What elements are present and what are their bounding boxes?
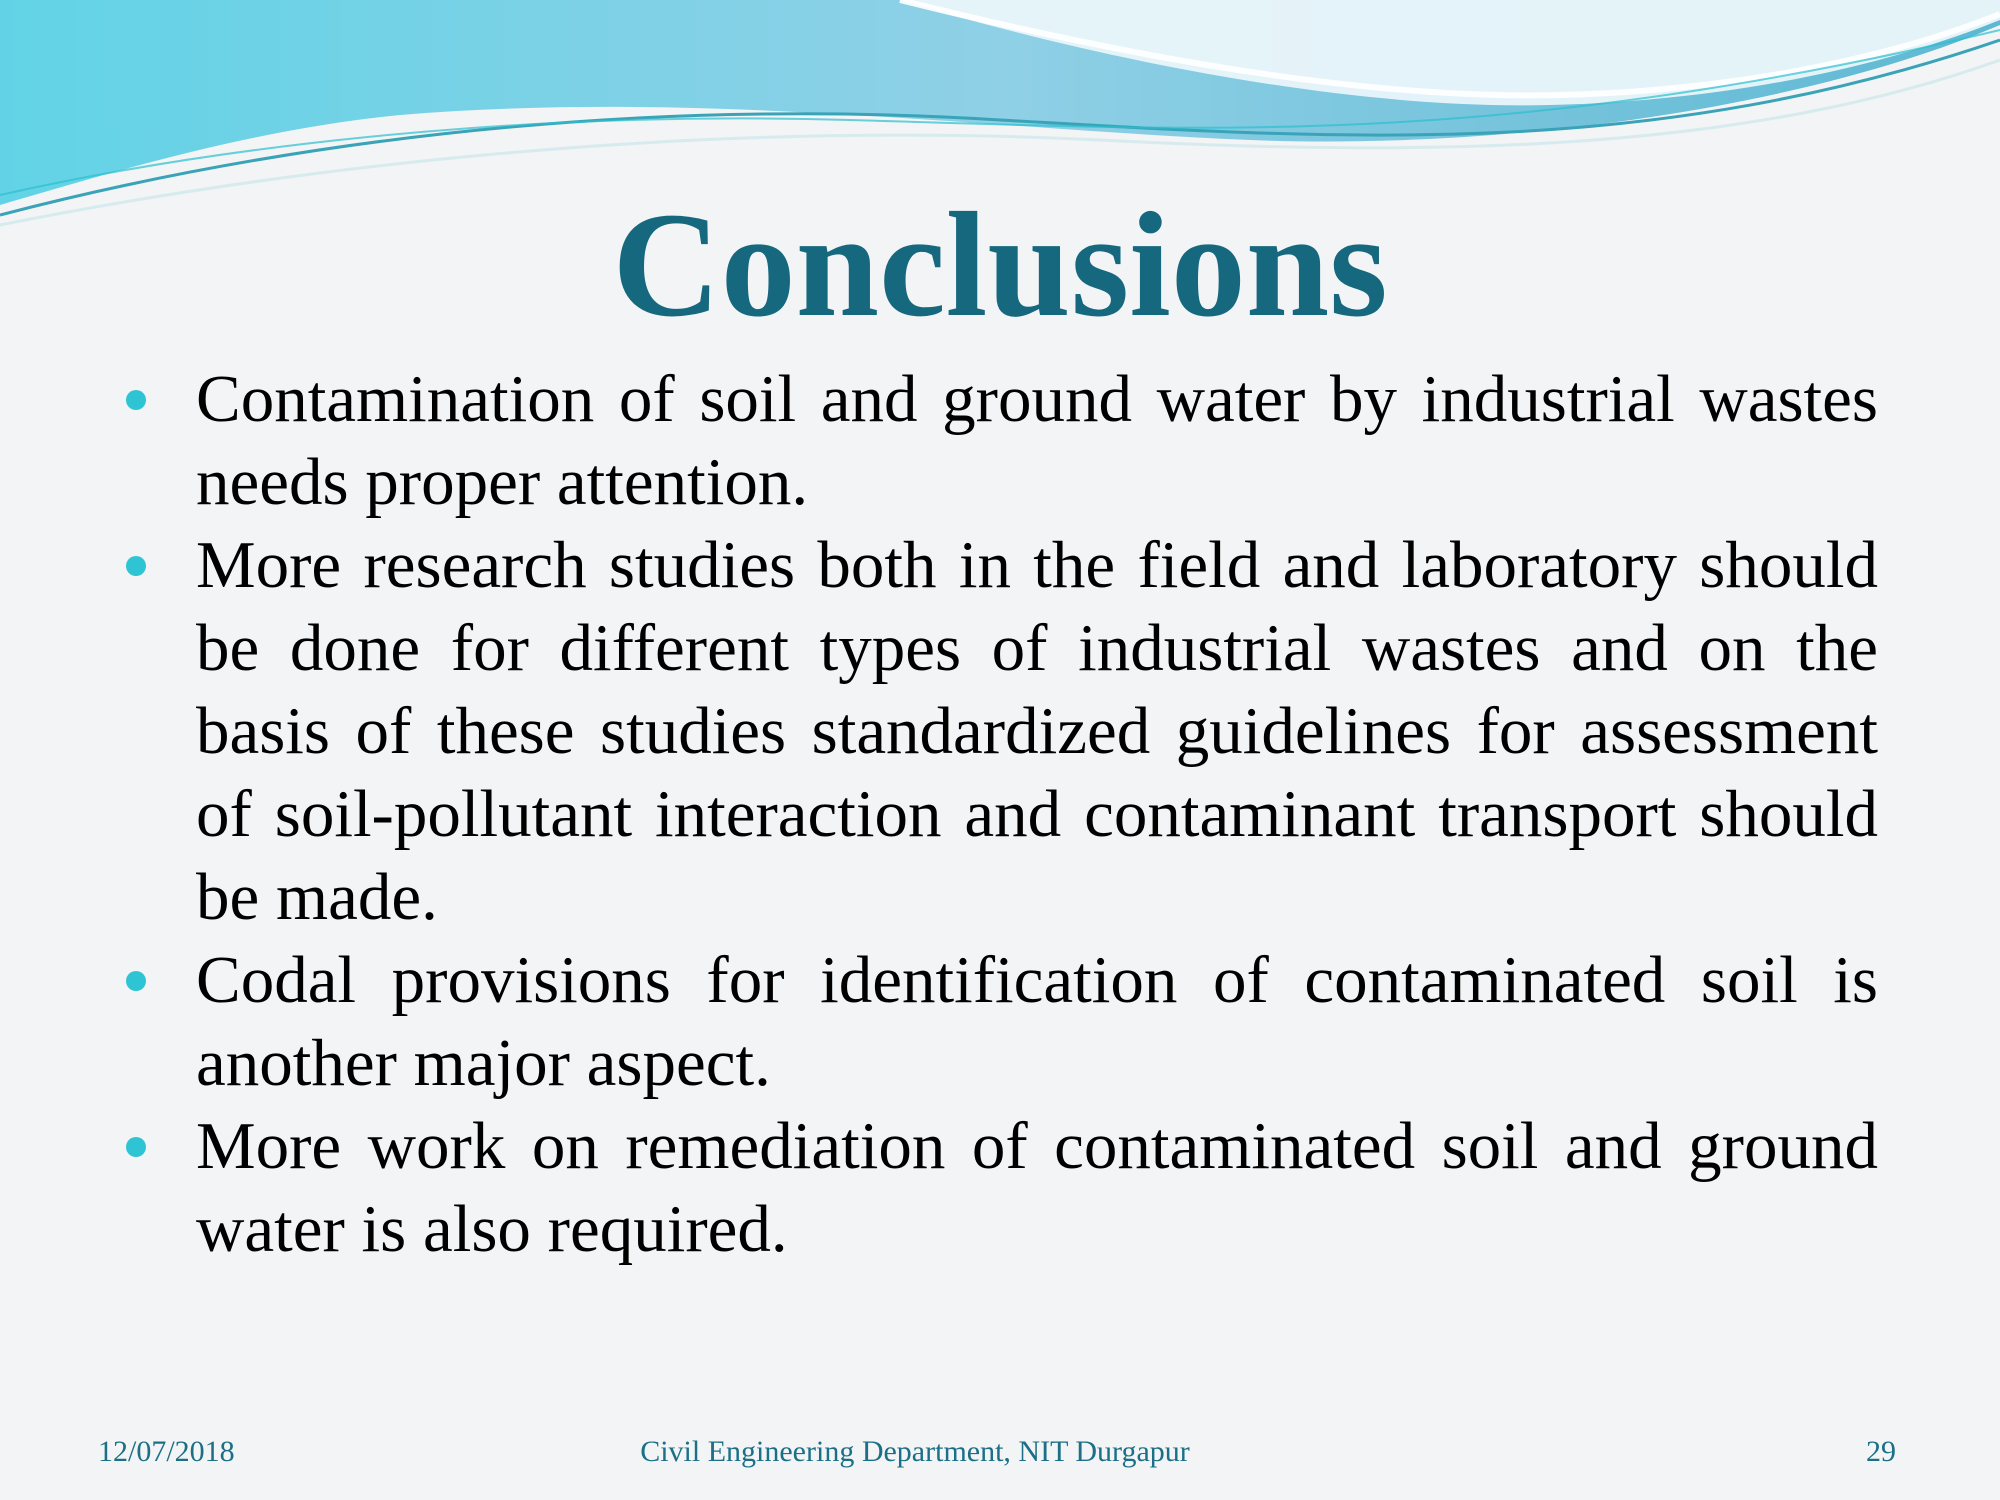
bullet-text: Codal provisions for identification of contaminated soil is another major aspect. — [196, 943, 1878, 1100]
slide-title: Conclusions — [612, 182, 1388, 348]
bullet-dot-icon — [126, 1137, 146, 1157]
list-item — [196, 524, 1878, 939]
footer-date: 12/07/2018 — [98, 1435, 235, 1468]
footer-page-number: 29 — [1866, 1435, 1896, 1468]
list-item — [196, 939, 1878, 1105]
conclusions-list — [196, 358, 1878, 1271]
bullet-text: Contamination of soil and ground water by industrial wastes needs proper attention. — [196, 362, 1878, 519]
bullet-text: More research studies both in the field and laboratory should be done for different types of industrial wastes and on the basis of these studies standardized guidelines for assessment of soil-pollutant interaction and contaminant transport should be made. — [196, 528, 1878, 934]
bullet-dot-icon — [126, 390, 146, 410]
bullet-dot-icon — [126, 556, 146, 576]
list-item — [196, 358, 1878, 524]
bullet-text: More work on remediation of contaminated soil and ground water is also required. — [196, 1109, 1878, 1266]
bullet-dot-icon — [126, 971, 146, 991]
list-item — [196, 1105, 1878, 1271]
footer-organization: Civil Engineering Department, NIT Durgapur — [640, 1435, 1190, 1468]
